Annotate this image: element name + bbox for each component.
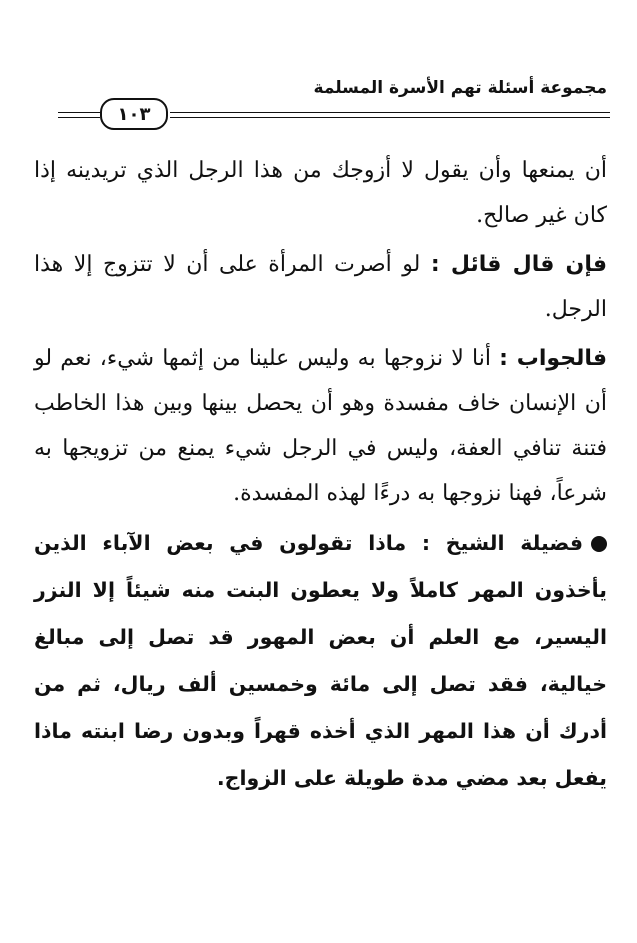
paragraph-lead: فإن قال قائل : [430,252,607,277]
header-rule [170,117,610,118]
paragraph [34,242,607,332]
header-rule [170,112,610,113]
paragraph-lead: فالجواب : [499,346,607,371]
running-title: مجموعة أسئلة تهم الأسرة المسلمة [313,78,607,98]
page-body [34,148,607,802]
paragraph-text: أنا لا نزوجها به وليس علينا من إثمها شيء، نعم لو أن الإنسان خاف مفسدة وهو أن يحصل بينها وبين هذا الخاطب فتنة تنافي العفة، وليس في الرجل شيء يمنع من تزويجها به شرعاً، فهنا نزوجها به درءًا لهذه المفسدة. [34,346,607,506]
paragraph-text: لو أصرت المرأة على أن لا تتزوج إلا هذا الرجل. [34,252,607,322]
paragraph: أن يمنعها وأن يقول لا أزوجك من هذا الرجل الذي تريدينه إذا كان غير صالح. [34,158,607,228]
bullet-icon [591,536,607,552]
header-rule [58,117,100,118]
header-rule [58,112,100,113]
question-paragraph [34,520,607,802]
question-text: فضيلة الشيخ : ماذا تقولون في بعض الآباء الذين يأخذون المهر كاملاً ولا يعطون البنت منه شيئاً إلا النزر اليسير، مع العلم أن بعض المهور قد تصل إلى مبالغ خيالية، فقد تصل إلى مائة وخمسين ألف ريال، ثم من أدرك أن هذا المهر الذي أخذه قهراً وبدون رضا ابنته ماذا يفعل بعد مضي مدة طويلة على الزواج. [34,531,607,790]
page-number: ١٠٣ [100,98,168,130]
paragraph [34,336,607,516]
